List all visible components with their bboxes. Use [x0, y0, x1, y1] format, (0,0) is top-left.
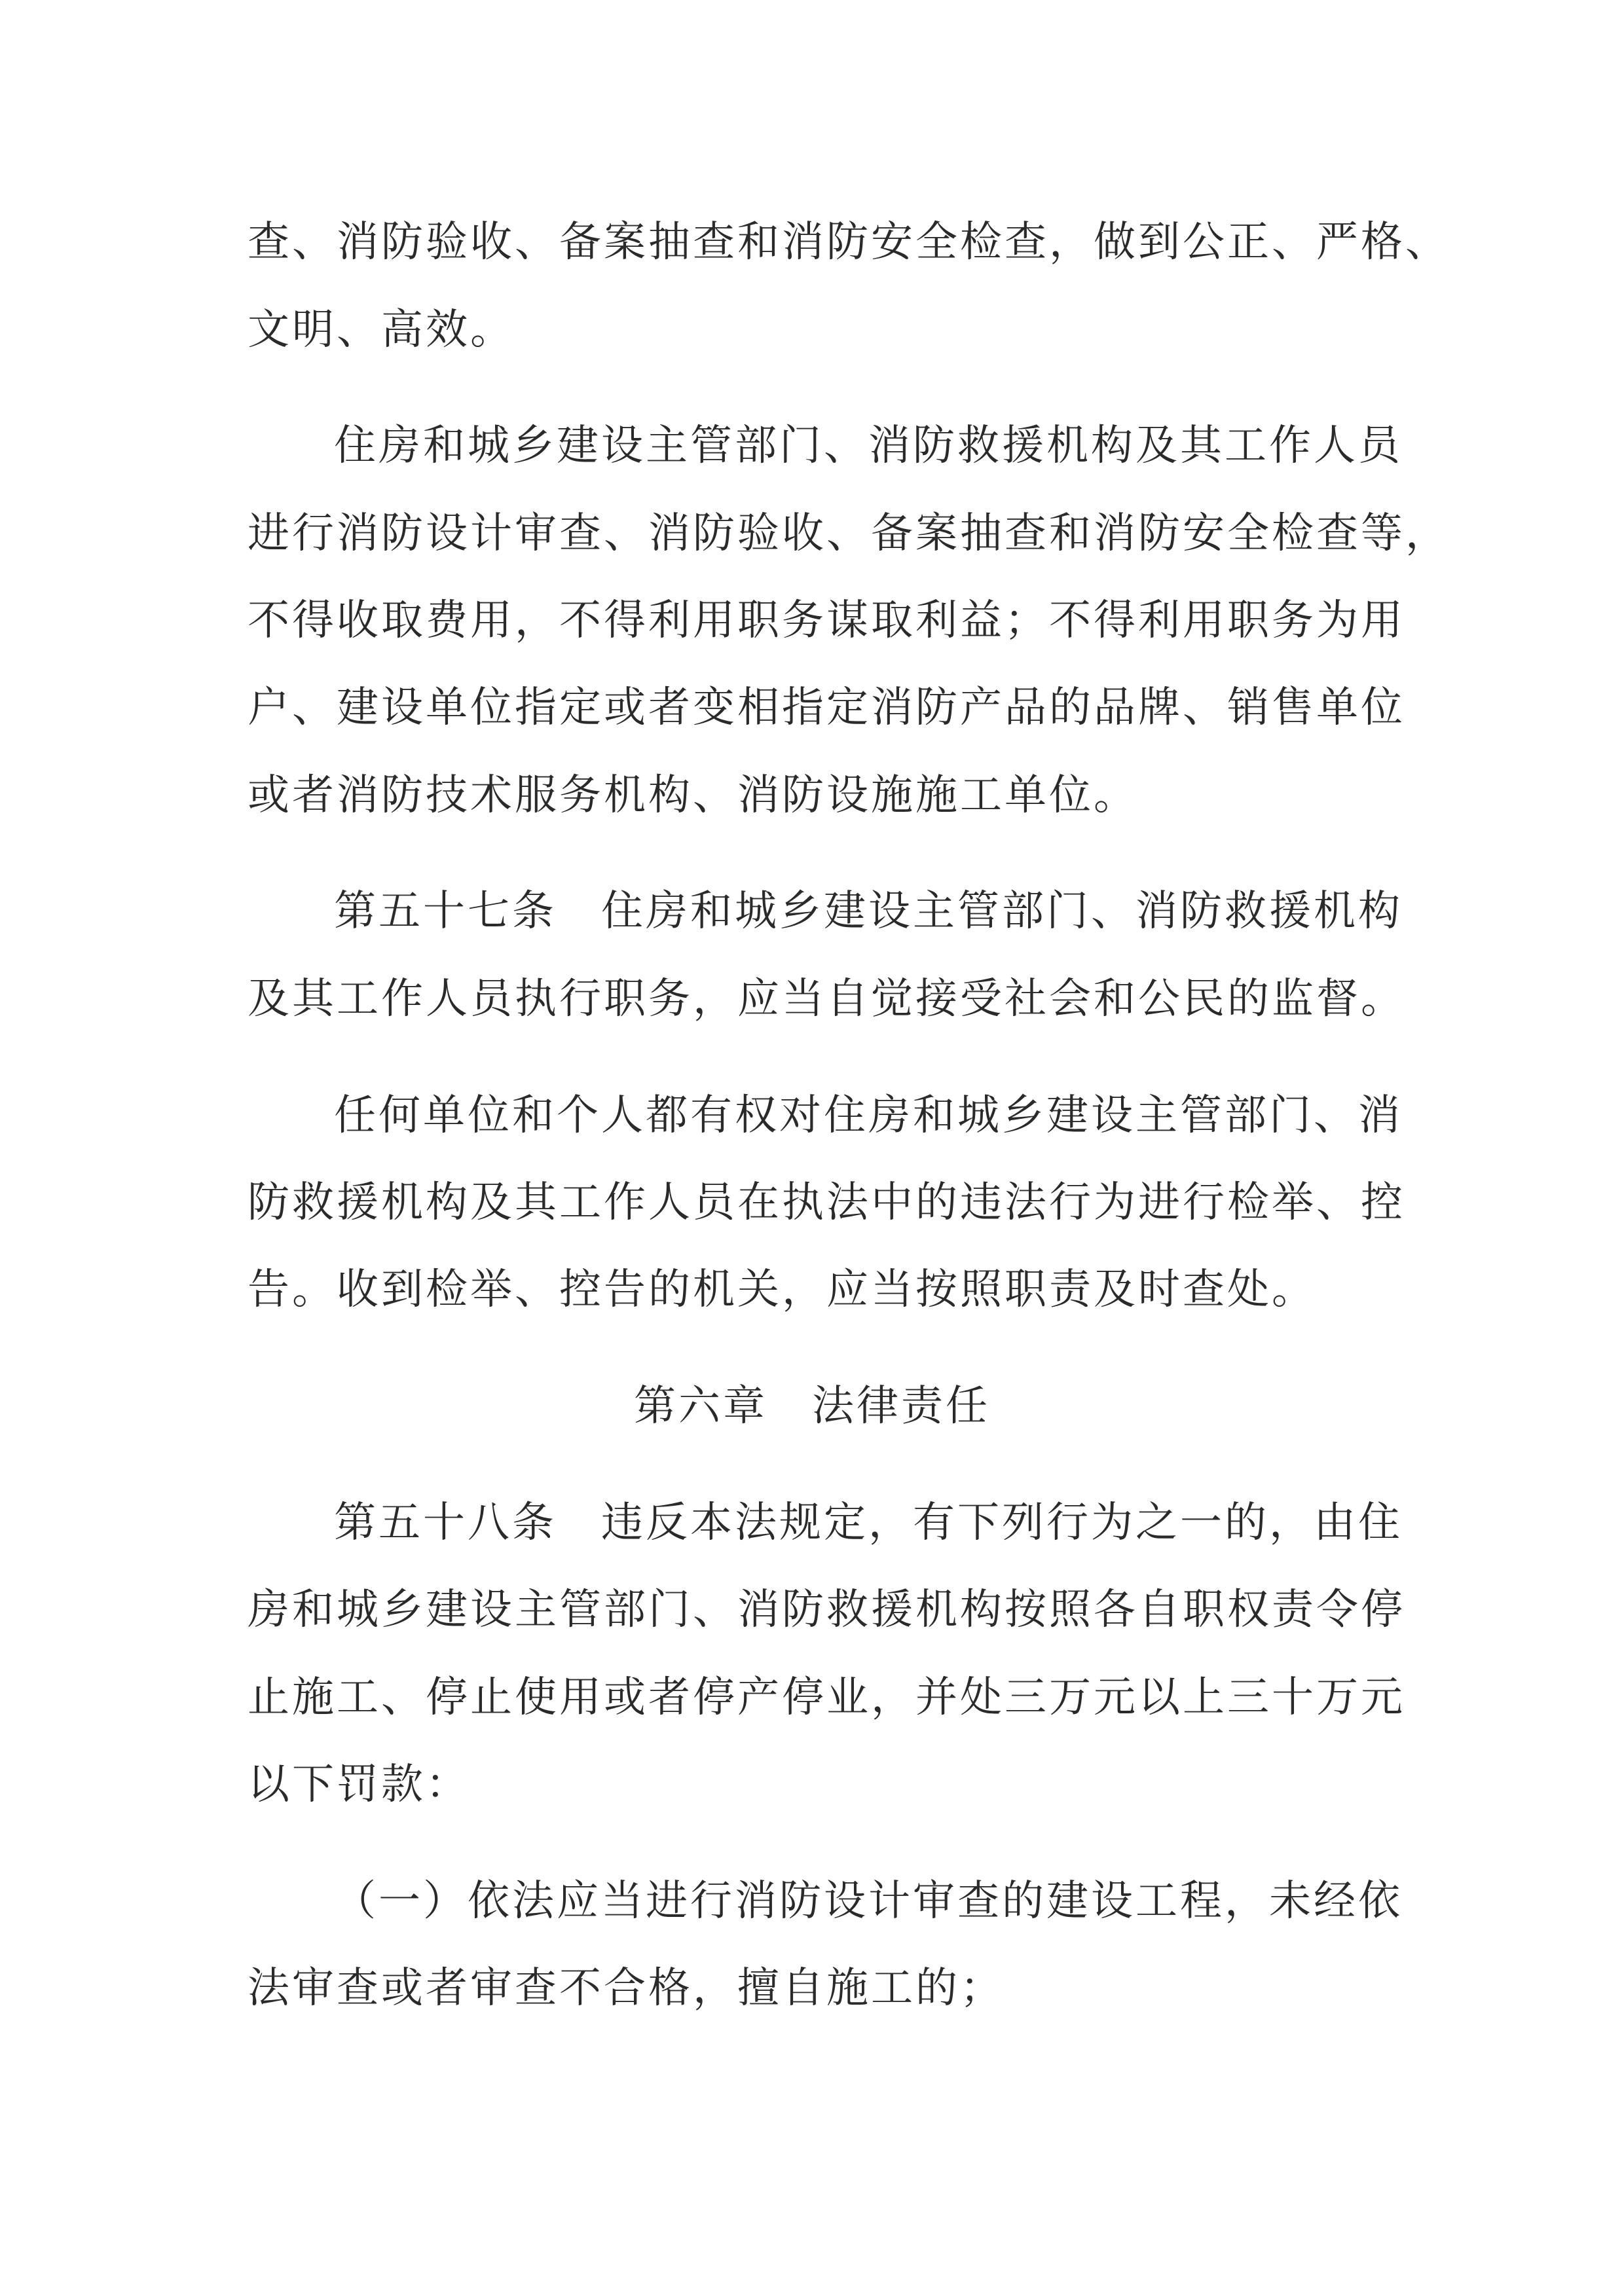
paragraph-line: 房和城乡建设主管部门、消防救援机构按照各自职权责令停: [248, 1586, 1405, 1634]
paragraph-line: 文明、高效。: [248, 306, 515, 354]
paragraph-line: 防救援机构及其工作人员在执法中的违法行为进行检举、控: [248, 1178, 1405, 1227]
paragraph-line: 法审查或者审查不合格，擅自施工的；: [248, 1964, 1005, 2013]
paragraph-line: 进行消防设计审查、消防验收、备案抽查和消防安全检查等，: [248, 509, 1450, 558]
paragraph-line: 住房和城乡建设主管部门、消防救援机构及其工作人员: [334, 422, 1403, 470]
paragraph-line: 或者消防技术服务机构、消防设施施工单位。: [248, 771, 1138, 820]
list-item-1-line: （一）依法应当进行消防设计审查的建设工程，未经依: [334, 1877, 1403, 1925]
article-58-line: 第五十八条 违反本法规定，有下列行为之一的，由住: [334, 1499, 1403, 1547]
paragraph-line: 及其工作人员执行职务，应当自觉接受社会和公民的监督。: [248, 975, 1405, 1023]
article-57-line: 第五十七条 住房和城乡建设主管部门、消防救援机构: [334, 887, 1403, 936]
paragraph-line: 止施工、停止使用或者停产停业，并处三万元以上三十万元: [248, 1673, 1405, 1722]
paragraph-line: 户、建设单位指定或者变相指定消防产品的品牌、销售单位: [248, 683, 1405, 732]
paragraph-line: 告。收到检举、控告的机关，应当按照职责及时查处。: [248, 1266, 1316, 1314]
paragraph-line: 任何单位和个人都有权对住房和城乡建设主管部门、消: [334, 1091, 1403, 1140]
paragraph-line: 以下罚款：: [248, 1760, 470, 1809]
paragraph-line: 查、消防验收、备案抽查和消防安全检查，做到公正、严格、: [248, 218, 1450, 266]
paragraph-line: 不得收取费用，不得利用职务谋取利益；不得利用职务为用: [248, 596, 1405, 645]
chapter-heading: 第六章 法律责任: [634, 1382, 990, 1430]
